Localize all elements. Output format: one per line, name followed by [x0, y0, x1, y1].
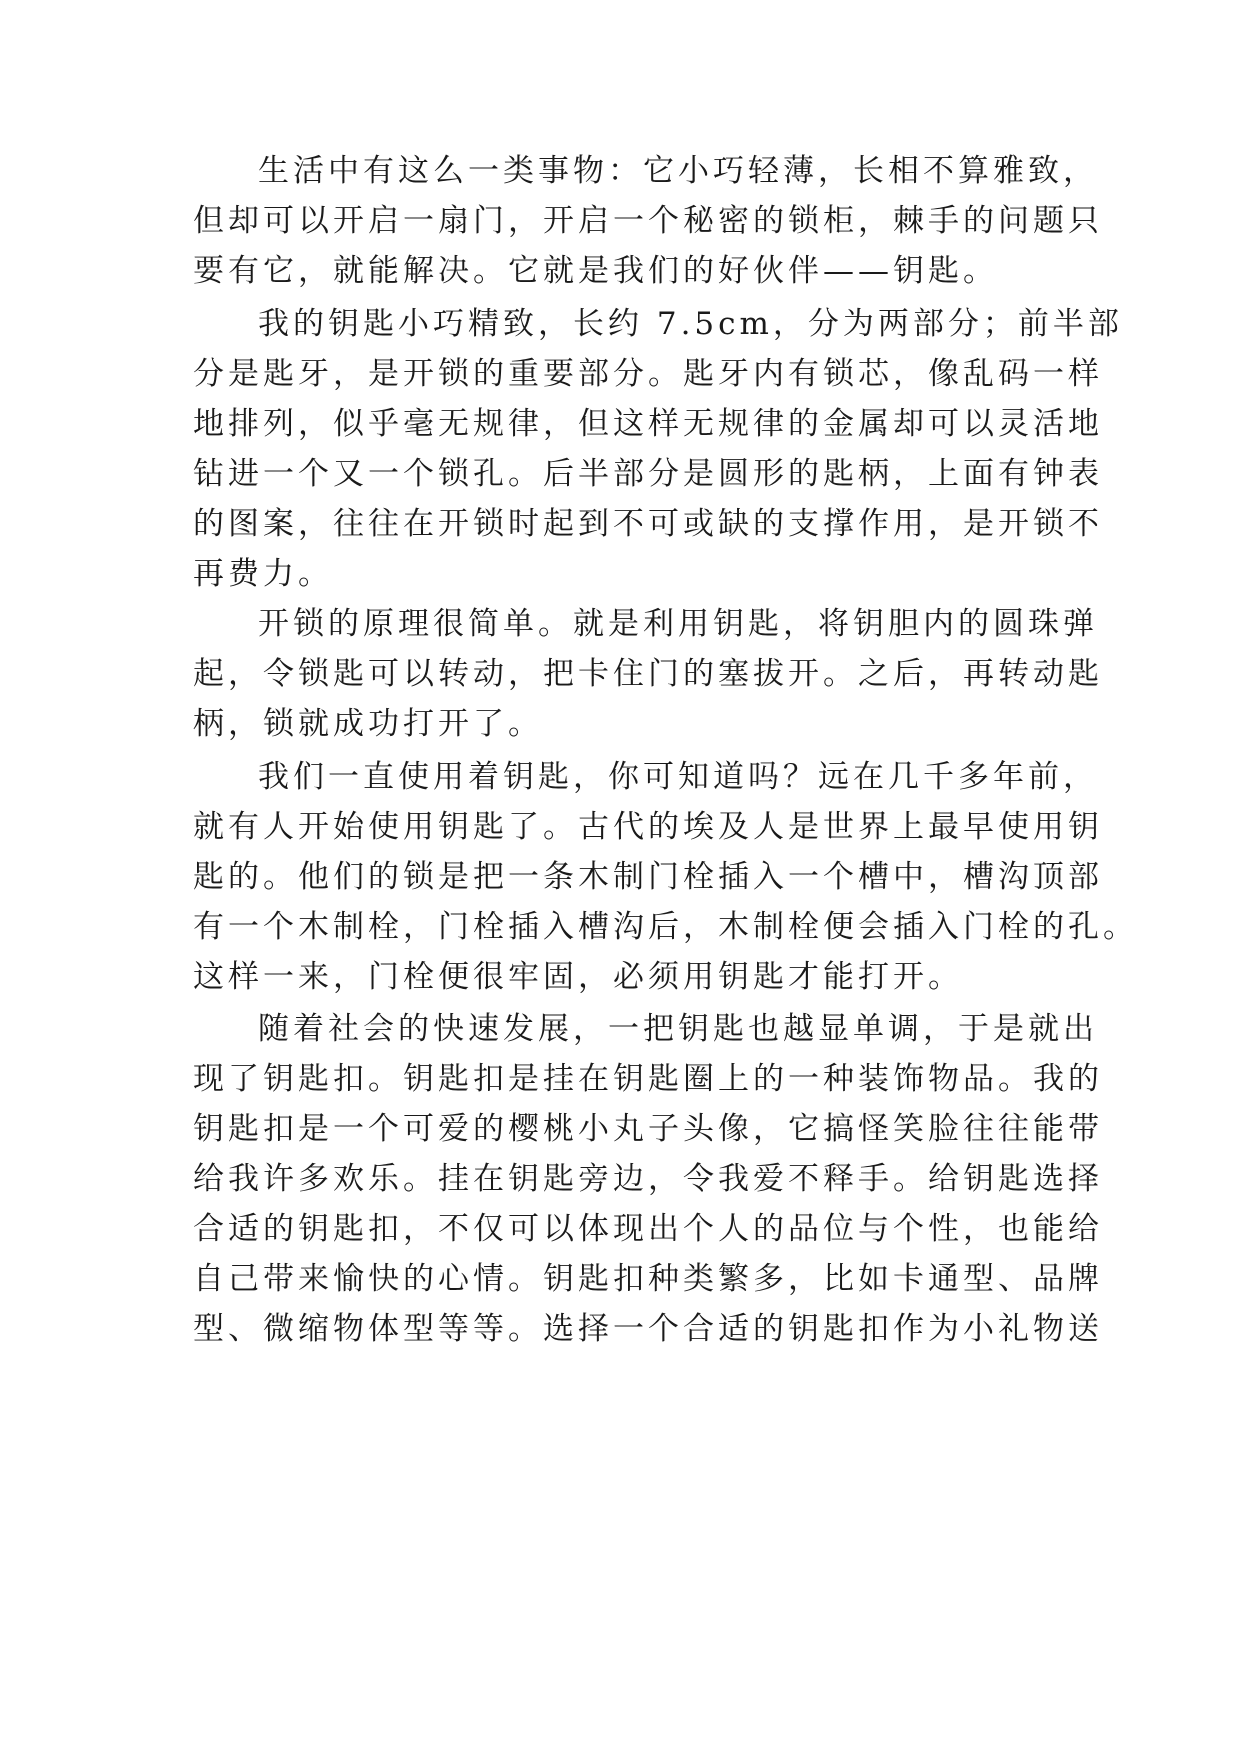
text-line: 合适的钥匙扣，不仅可以体现出个人的品位与个性，也能给: [193, 1211, 1103, 1247]
text-line: 现了钥匙扣。钥匙扣是挂在钥匙圈上的一种装饰物品。我的: [193, 1061, 1103, 1097]
text-line: 随着社会的快速发展，一把钥匙也越显单调，于是就出: [258, 1011, 1098, 1047]
text-line: 开锁的原理很简单。就是利用钥匙，将钥胆内的圆珠弹: [258, 606, 1098, 642]
text-line: 要有它，就能解决。它就是我们的好伙伴——钥匙。: [193, 253, 998, 289]
text-line: 就有人开始使用钥匙了。古代的埃及人是世界上最早使用钥: [193, 809, 1103, 845]
text-line: 分是匙牙，是开锁的重要部分。匙牙内有锁芯，像乱码一样: [193, 356, 1103, 392]
text-line: 钻进一个又一个锁孔。后半部分是圆形的匙柄，上面有钟表: [193, 456, 1103, 492]
text-line: 型、微缩物体型等等。选择一个合适的钥匙扣作为小礼物送: [193, 1311, 1103, 1347]
text-line: 柄，锁就成功打开了。: [193, 706, 543, 742]
text-line: 再费力。: [193, 556, 333, 592]
text-line: 给我许多欢乐。挂在钥匙旁边，令我爱不释手。给钥匙选择: [193, 1161, 1103, 1197]
text-line: 的图案，往往在开锁时起到不可或缺的支撑作用，是开锁不: [193, 506, 1103, 542]
text-line: 我的钥匙小巧精致，长约 7.5cm，分为两部分；前半部: [258, 306, 1123, 342]
text-line: 钥匙扣是一个可爱的樱桃小丸子头像，它搞怪笑脸往往能带: [193, 1111, 1103, 1147]
text-line: 有一个木制栓，门栓插入槽沟后，木制栓便会插入门栓的孔。: [193, 909, 1138, 945]
text-line: 匙的。他们的锁是把一条木制门栓插入一个槽中，槽沟顶部: [193, 859, 1103, 895]
text-line: 但却可以开启一扇门，开启一个秘密的锁柜，棘手的问题只: [193, 203, 1103, 239]
text-line: 生活中有这么一类事物：它小巧轻薄，长相不算雅致，: [258, 153, 1098, 189]
text-line: 我们一直使用着钥匙，你可知道吗？远在几千多年前，: [258, 759, 1098, 795]
text-line: 起，令锁匙可以转动，把卡住门的塞拔开。之后，再转动匙: [193, 656, 1103, 692]
text-line: 自己带来愉快的心情。钥匙扣种类繁多，比如卡通型、品牌: [193, 1261, 1103, 1297]
text-line: 地排列，似乎毫无规律，但这样无规律的金属却可以灵活地: [193, 406, 1103, 442]
text-line: 这样一来，门栓便很牢固，必须用钥匙才能打开。: [193, 959, 963, 995]
